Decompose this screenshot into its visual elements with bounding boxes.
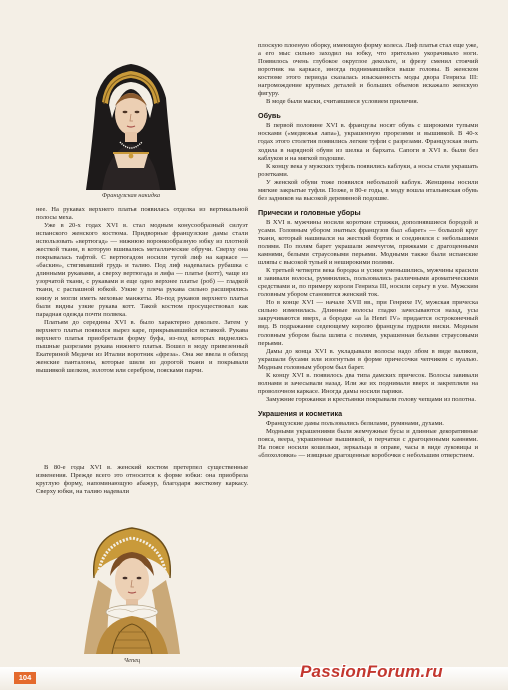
paragraph: У женской обуви тоже появился небольшой каблук. Женщины носили мягкие закрытые туфли. Позже, в 80-е годы, в моду вошла итальянская обувь без задников на высокой деревянной подошве.: [258, 178, 478, 202]
paragraph: К концу века у мужских туфель появились каблуки, а носы стали украшать розетками.: [258, 162, 478, 178]
paragraph: К концу XVI в. появилось два типа дамских причесок. Волосы завивали волнами и зачесывали назад. Или же их поднимали вверх и закрепляли на проволочном каркасе. Иногда дамы носили парики.: [258, 371, 478, 395]
bonnet-illustration: [72, 520, 192, 654]
french-hood-illustration: [72, 58, 190, 190]
watermark-logo: PassionForum.ru: [300, 662, 443, 681]
paragraph: Платьям до середины XVI в. было характерно декольте. Затем у верхнего платья появился вырез каре, прикрывавшийся вставкой. Рукава верхнего платья приобретали форму буфа, из-под которых виднелись пышные разрезами рукава нижнего платья. Вошел в моду привезенный Екатериной Медичи из Италии воротник «фреза». Она же ввела в обиход женские панталоны, которые шили из дорогой ткани и покрывали вышивкой шелком, золотом или серебром, поясками парчи.: [36, 318, 248, 374]
paragraph: плоскую плоеную оборку, имеющую форму колеса. Лиф платья стал еще уже, а его мыс сильно заходил на юбку, что зрительно укорачивало ноги. Появилось очень глубокое округлое декольте, и фрезу сменил стоячий воротник на каркасе, иногда поднимавшийся выше головы. В женском костюме этого периода сказалась изысканность моды двора Генриха III: нагромождение крупных деталей и больших объемов искажало женскую фигуру.: [258, 42, 478, 98]
paragraph: Дамы до конца XVI в. укладывали волосы надо лбом в виде валиков, украшали бусами или изогнутым в форме причесочки чепчиком с вуалью. Модным головным убором был барет.: [258, 347, 478, 371]
left-column-text: [36, 206, 248, 375]
paragraph: Замужние горожанки и крестьянки покрывали голову чепцами из полотна.: [266, 395, 476, 403]
paragraph: В 80-е годы XVI в. женский костюм претерпел существенные изменения. Прежде всего это относится к форме юбки: она приобрела круглую форму, напоминающую абажур, благодаря жесткому каркасу. Сверху юбки, на талию надевали: [36, 464, 248, 496]
right-column-text: [258, 42, 478, 460]
paragraph: В моде были маски, считавшиеся условием приличия.: [266, 98, 419, 106]
figure-caption-bonnet: Чепец: [123, 657, 141, 664]
paragraph: Но в конце XVI — начале XVII вв., при Генрихе IV, мужская прическа сильно изменилась. Длинные волосы гладко зачесываются назад, усы закручиваются вверх, а бородке «а la Henri IV» придается остроконечный вид. В подражание седеющему королю французы пудрили виски. Модным головным убором была шляпа с полями, украшенная белыми страусовыми перьями.: [258, 299, 478, 347]
section-heading: Обувь: [258, 111, 281, 121]
paragraph: Уже в 20-х годах XVI в. стал модным конусообразный силуэт испанского женского костюма. Придворные французские дамы стали использовать «вертюгад» — нижнюю воронкообразную юбку из плотной жесткой ткани, в которую вшивались металлические обручи. Сверху она покрывалась тафтой. С вертюгадом носили тугой лиф на каркасе — «баскин», стягивавший грудь и талию. Под лиф надевалась рубашка с длинными рукавами, а сверху вертюгада и лифа — платье (котт), чаще из узорчатой ткани, с рукавами и еще одно верхнее платье (роб) — гладкой ткани, с распашной юбкой. Узкие у плеча рукава сильно расширялись книзу и могли иметь меховые манжеты. Из-под рукавов верхнего платья были видны узкие рукава котт. Такой костюм просуществовал как парадная одежда почти полвека.: [36, 222, 248, 318]
paragraph: В первой половине XVI в. французы носят обувь с широкими тупыми носками («медвежья лапа»), украшенную прорезями и вышивкой. В 40-х годах этого столетия появились легкие туфли с разрезами. Французская знать ходила в нарядной обуви из шелка и бархата. Сапоги в XVI в. были без каблуков и на мягкой подошве.: [258, 122, 478, 162]
section-heading: Украшения и косметика: [258, 408, 343, 418]
left-column-text-bottom: [36, 464, 248, 496]
paragraph: Модными украшениями были жемчужные бусы и длинные декоративные пояса, веера, украшенные вышивкой, и перчатки с драгоценными камнями. На поясе носили кошельки, зеркальца в оправе, часы в виде луковицы и «блохоловки» — изящные драгоценные коробочки с небольшим отверстием.: [258, 427, 478, 460]
paragraph: В XVI в. мужчины носили короткие стрижки, дополнявшиеся бородой и усами. Головным убором знатных французов был «барет» — большой круг ткани, который нашивался на жесткий бортик и соединялся с небольшими полями. По полям барет украшали жемчугом, пряжками с драгоценными камнями, белыми страусовыми перьями. Модными также были испанские шляпы с высокой тульей и неширокими полями.: [258, 218, 478, 267]
figure-caption-french-hood: Французская накидка: [101, 192, 161, 199]
paragraph: Французские дамы пользовались белилами, румянами, духами.: [266, 419, 444, 427]
page-number: 104: [14, 672, 36, 684]
section-heading: Прически и головные уборы: [258, 207, 361, 217]
paragraph: нее. На рукавах верхнего платья появилась отделка из вертикальной полосы меха.: [36, 206, 248, 222]
paragraph: К третьей четверти века бородка и усики уменьшились, мужчины красили и завивали волосы, румянились, пользовались различными ароматическими средствами и, по примеру короля Генриха III, носили серьгу в ухе. Мужским головным убором становится женский ток.: [258, 267, 478, 299]
